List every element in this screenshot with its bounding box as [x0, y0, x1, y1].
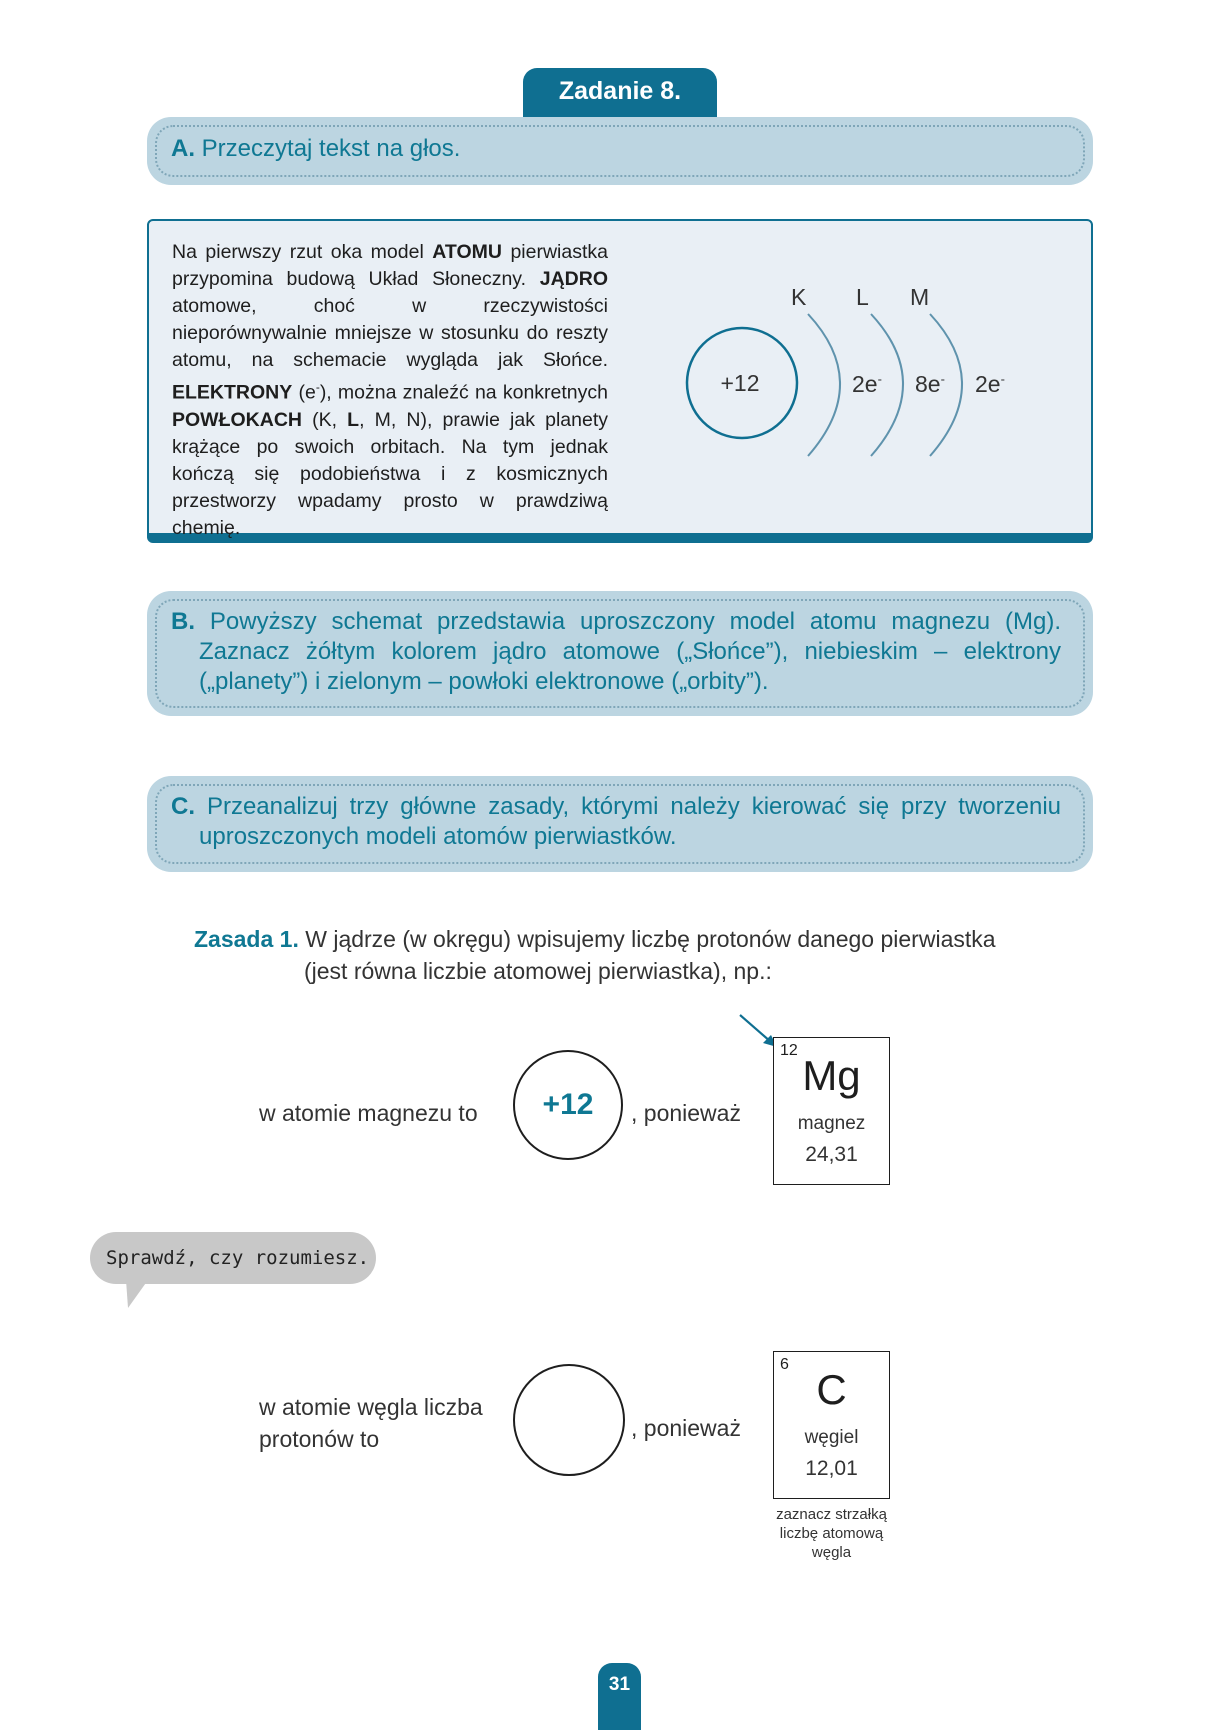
reading-segment: atomowe, choć w rzeczywistości nieporównywalnie mniejsze w stosunku do reszty atomu, na schemacie wygląda jak Słońce. — [172, 295, 608, 371]
shell-l-label: L — [856, 284, 869, 310]
exercise-c-hint-line3: węgla — [811, 1544, 852, 1561]
element-c-name: węgiel — [804, 1427, 859, 1448]
reading-segment: JĄDRO — [539, 268, 608, 290]
exercise-c-hint-line2: liczbę atomową — [779, 1525, 884, 1542]
instruction-b-line1-text: Powyższy schemat przedstawia uproszczony model atomu magnezu (Mg). — [209, 608, 1062, 635]
check-bubble: Sprawdź, czy rozumiesz. — [90, 1232, 376, 1284]
shell-k-count: 2e — [852, 371, 878, 397]
rule-1-line1-text: W jądrze (w okręgu) wpisujemy liczbę protonów danego pierwiastka — [305, 926, 996, 952]
exercise-c-hint-line1: zaznacz strzałką — [776, 1506, 887, 1523]
example-mg-suffix: , ponieważ — [631, 1100, 741, 1126]
exercise-c-prefix — [259, 1391, 483, 1455]
shell-m-count: 2e — [975, 371, 1001, 397]
element-card-mg — [773, 1037, 890, 1185]
reading-segment: ), można znaleźć na konkretnych — [319, 381, 608, 404]
instruction-c — [147, 776, 1093, 872]
shell-m-label: M — [910, 284, 930, 310]
shell-l-count: 8e — [915, 371, 941, 397]
instruction-c-text — [171, 792, 1061, 852]
instruction-b — [147, 591, 1093, 716]
nucleus-charge: +12 — [720, 370, 760, 396]
shell-k-label: K — [791, 284, 807, 310]
rule-1-label: Zasada 1. — [194, 926, 299, 952]
exercise-c-hint — [761, 1505, 902, 1562]
shell-m-charge: - — [1000, 371, 1005, 387]
shell-k-arc — [808, 314, 840, 456]
instruction-a-text — [171, 134, 460, 164]
instruction-c-letter: C. — [171, 793, 195, 820]
element-mg-mass: 24,31 — [805, 1143, 858, 1166]
reading-segment: pierwiastka przypomina budową Układ Słoneczny. — [172, 241, 608, 290]
reading-paragraph — [172, 239, 608, 542]
instruction-c-line1 — [171, 792, 1061, 822]
element-mg-name: magnez — [797, 1113, 866, 1134]
element-mg-number: 12 — [780, 1042, 798, 1059]
element-card-c[interactable] — [773, 1351, 890, 1499]
element-mg-symbol: Mg — [802, 1052, 861, 1099]
reading-segment: Na pierwszy rzut oka model — [172, 241, 433, 263]
instruction-b-line3: („planety”) i zielonym – powłoki elektronowe („orbity”). — [199, 668, 769, 695]
example-mg-prefix: w atomie magnezu to — [259, 1100, 478, 1126]
instruction-b-letter: B. — [171, 608, 195, 635]
reading-segment: - — [315, 380, 320, 394]
rule-1-line2: (jest równa liczbie atomowej pierwiastka), np.: — [304, 958, 772, 984]
shell-l-charge: - — [940, 371, 945, 387]
instruction-c-line1-text: Przeanalizuj trzy główne zasady, którymi należy kierować się przy tworzeniu — [206, 793, 1062, 820]
rule-1 — [194, 923, 1074, 987]
page-number: 31 — [598, 1663, 641, 1730]
rule-1-line1 — [194, 923, 1074, 955]
example-mg-nucleus-charge: +12 — [542, 1088, 594, 1121]
task-title: Zadanie 8. — [523, 68, 717, 118]
element-c-mass: 12,01 — [805, 1457, 858, 1480]
reading-segment: , M, N), prawie jak planety krążące po swoich orbitach. Na tym jednak kończą się podobieństwa i z kosmicznych przestworzy wpadamy prosto w prawdziwą chemię. — [172, 408, 608, 539]
instruction-a — [147, 117, 1093, 185]
shell-l-electrons — [915, 371, 945, 398]
instruction-a-body: Przeczytaj tekst na głos. — [201, 135, 461, 162]
element-c-symbol: C — [816, 1366, 847, 1413]
shell-k-electrons — [852, 371, 882, 398]
instruction-b-line1 — [171, 607, 1061, 637]
exercise-c-prefix-line2: protonów to — [259, 1426, 380, 1452]
reading-segment: ATOMU — [432, 241, 502, 263]
reading-segment: ELEKTRONY — [172, 381, 293, 404]
reading-segment: (K, — [302, 408, 348, 431]
shell-k-charge: - — [877, 371, 882, 387]
exercise-c-prefix-line1: w atomie węgla liczba — [259, 1394, 483, 1420]
instruction-b-text — [171, 607, 1061, 697]
exercise-c-answer-circle[interactable] — [513, 1364, 625, 1476]
reading-segment: L — [347, 408, 360, 431]
instruction-b-line2: Zaznacz żółtym kolorem jądro atomowe („Słońce”), niebieskim – elektrony — [199, 638, 1061, 665]
shell-m-electrons — [975, 371, 1005, 398]
bubble-tail-icon — [124, 1280, 154, 1310]
exercise-c-suffix: , ponieważ — [631, 1415, 741, 1441]
element-c-number: 6 — [780, 1356, 789, 1373]
reading-segment: (e — [292, 381, 316, 404]
instruction-a-letter: A. — [171, 135, 195, 162]
instruction-c-line2: uproszczonych modeli atomów pierwiastków. — [199, 823, 677, 850]
reading-segment: POWŁOKACH — [172, 408, 302, 431]
